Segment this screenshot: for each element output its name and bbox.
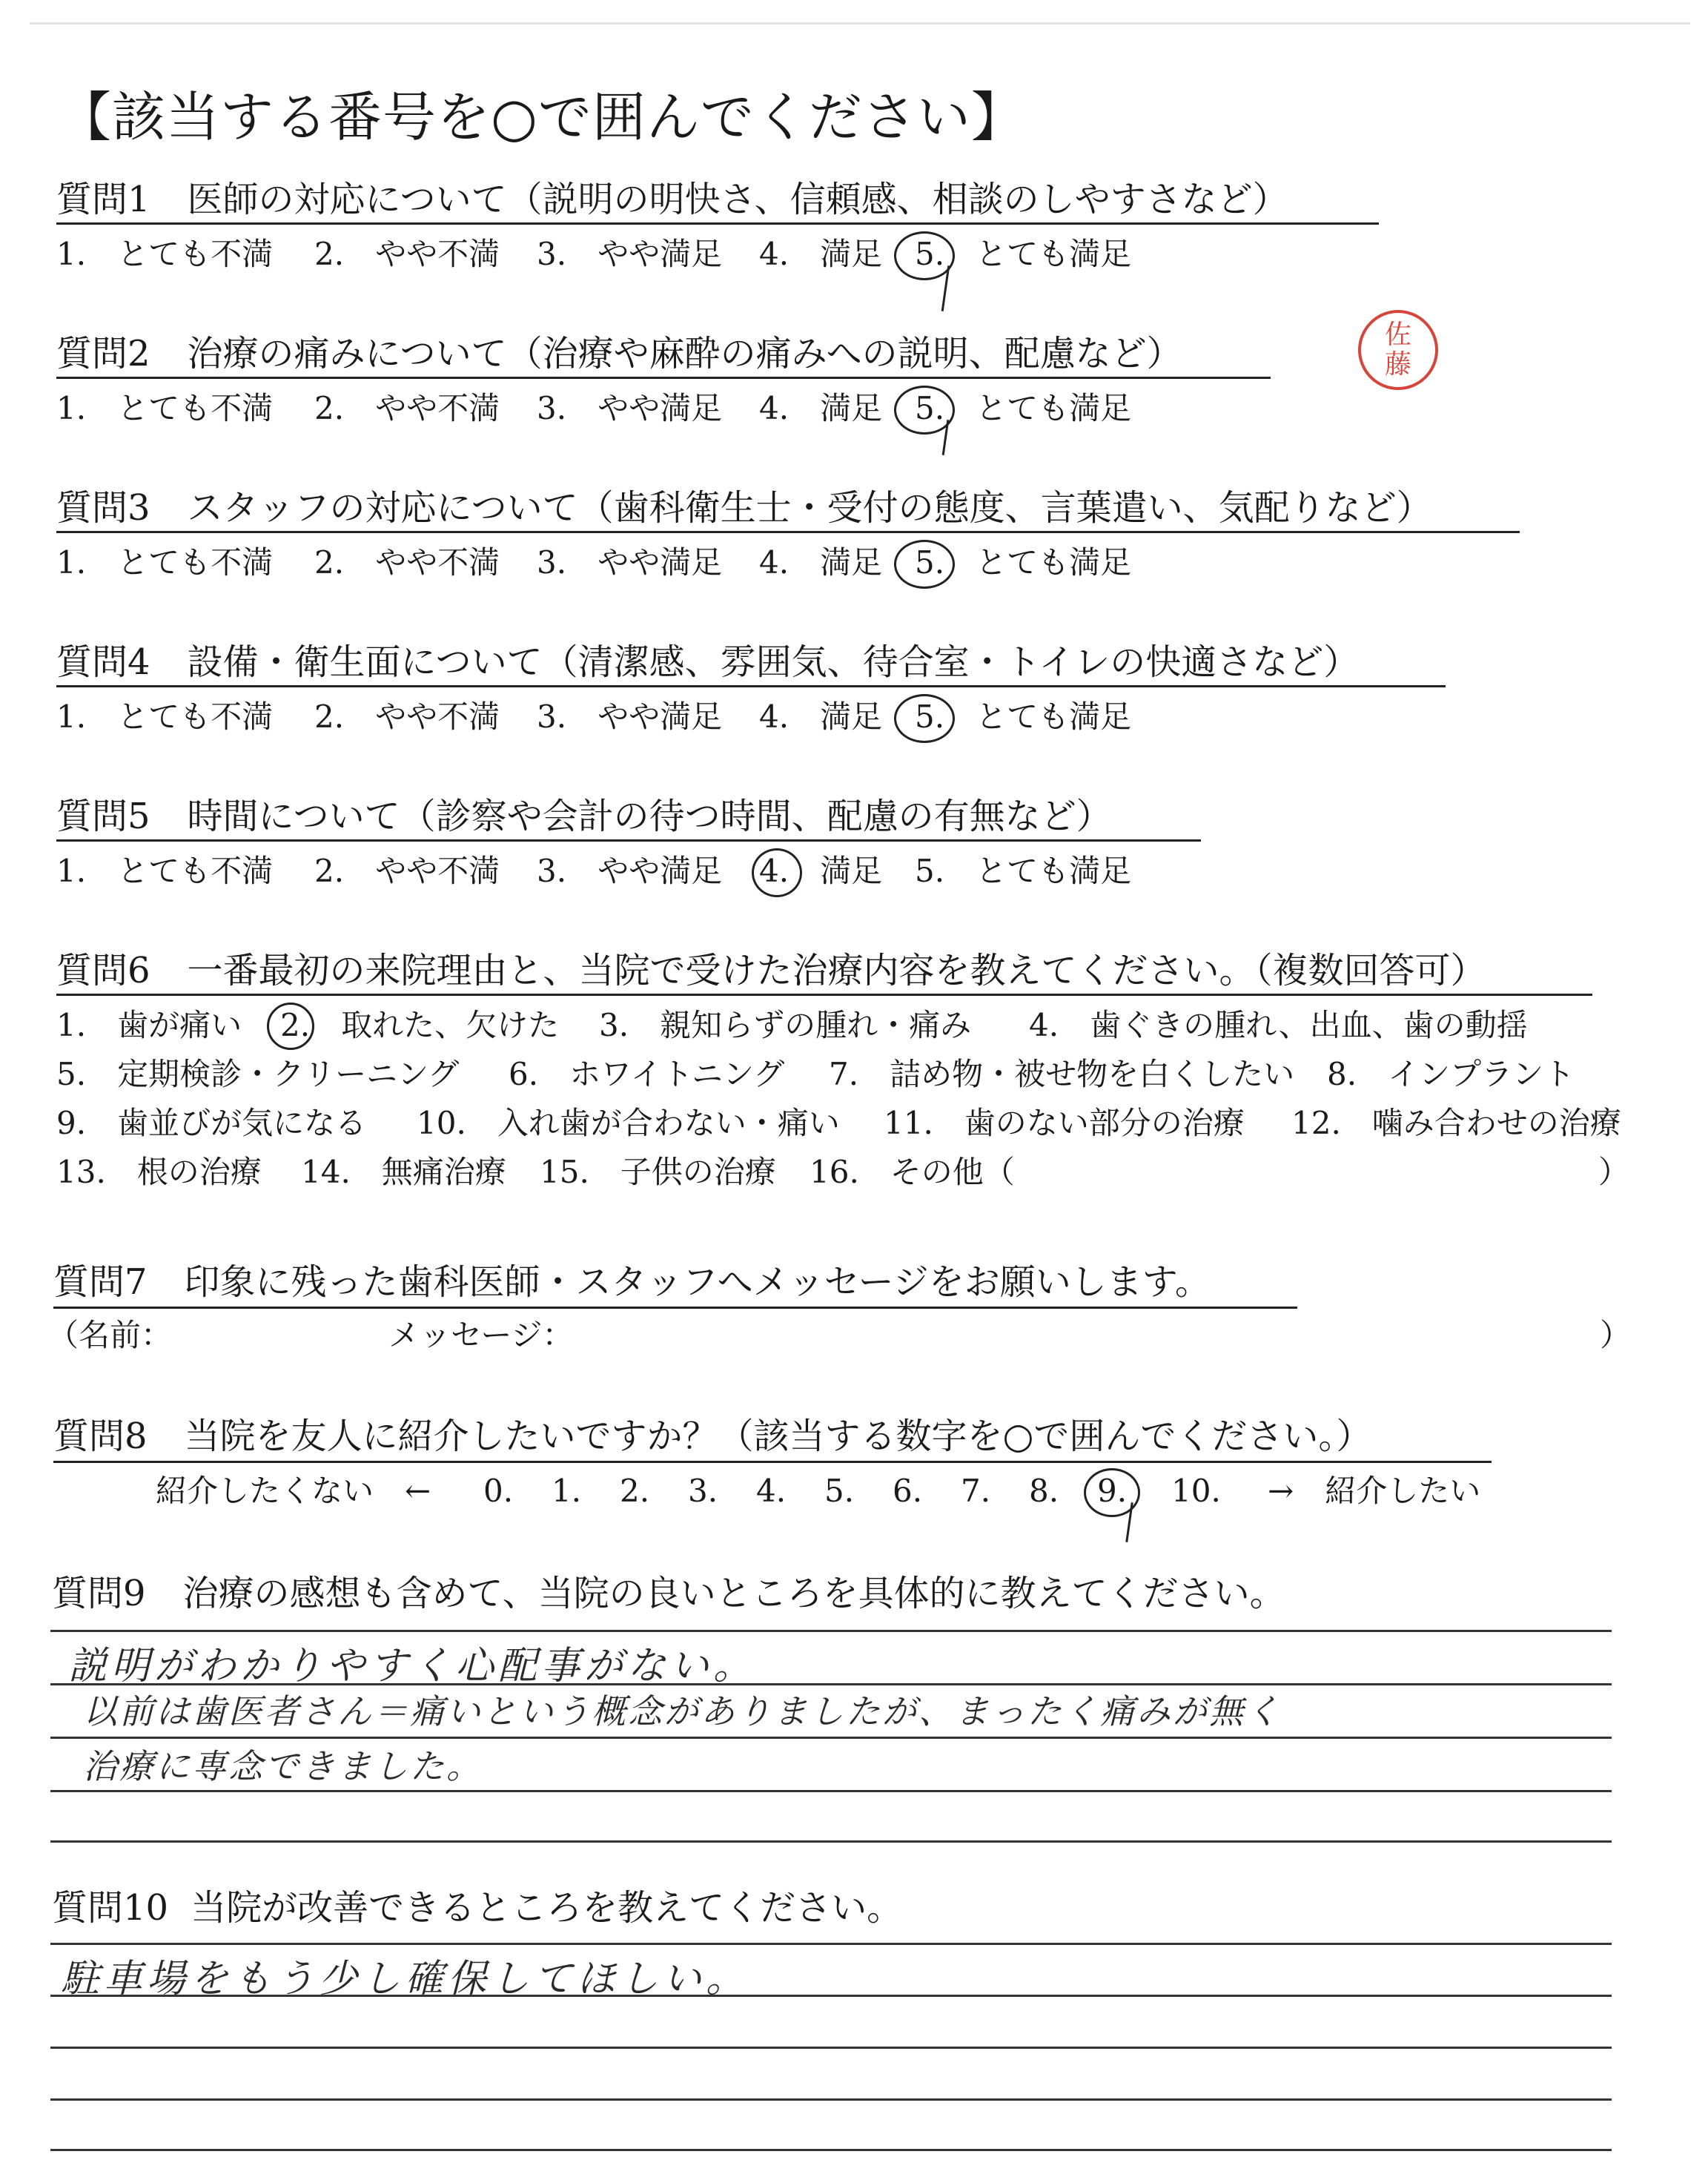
q6-option-13[interactable]: 13. 根の治療	[56, 1154, 262, 1190]
q4-option-1[interactable]: 1. とても不満	[56, 698, 274, 735]
q6-option-1[interactable]: 1. 歯が痛い	[56, 1007, 242, 1043]
q10-line-3	[50, 2047, 1612, 2049]
q3-option-4[interactable]: 4. 満足	[759, 544, 883, 581]
q1-options[interactable]	[56, 236, 1242, 273]
q7-close-paren: ）	[1600, 1317, 1632, 1353]
q6-options[interactable]	[56, 1007, 1630, 1190]
q7-underline	[53, 1307, 1297, 1309]
q5-option-2[interactable]: 2. やや不満	[314, 853, 500, 889]
q8-right-label: → 紹介したい	[1268, 1473, 1481, 1509]
q5-heading	[56, 795, 1112, 838]
q1-option-3[interactable]: 3. やや満足	[537, 236, 723, 272]
q1-text: 医師の対応について（説明の明快さ、信頼感、相談のしやすさなど）	[187, 179, 1288, 220]
q8-option-8[interactable]: 8.	[1029, 1473, 1059, 1509]
q4-option-5[interactable]: 5. とても満足	[915, 698, 1132, 735]
q6-option-12[interactable]: 12. 噛み合わせの治療	[1291, 1105, 1621, 1141]
q1-heading	[56, 178, 1288, 221]
q3-option-1[interactable]: 1. とても不満	[56, 544, 274, 581]
q6-option-8[interactable]: 8. インプラント	[1327, 1056, 1575, 1092]
q1-selected-mark	[894, 231, 955, 280]
q6-number: 質問6	[56, 950, 150, 991]
q6-underline	[56, 994, 1592, 996]
q9-line-1	[50, 1630, 1612, 1632]
q6-text: 一番最初の来院理由と、当院で受けた治療内容を教えてください。（複数回答可）	[187, 950, 1486, 991]
q7-number: 質問7	[53, 1261, 148, 1303]
q5-option-3[interactable]: 3. やや満足	[537, 853, 723, 889]
q1-option-5[interactable]: 5. とても満足	[915, 236, 1132, 272]
q8-option-1[interactable]: 1.	[552, 1473, 582, 1509]
q6-option-14[interactable]: 14. 無痛治療	[301, 1154, 506, 1190]
q6-option-15[interactable]: 15. 子供の治療	[540, 1154, 776, 1190]
q10-line-4	[50, 2098, 1612, 2101]
q8-option-2[interactable]: 2.	[620, 1473, 650, 1509]
q6-option-6[interactable]: 6. ホワイトニング	[509, 1056, 785, 1092]
q5-underline	[56, 839, 1201, 842]
q8-heading	[53, 1415, 1371, 1458]
q5-options[interactable]	[56, 853, 1242, 890]
q3-selected-mark	[894, 540, 955, 589]
q6-option-7[interactable]: 7. 詰め物・被せ物を白くしたい	[829, 1056, 1295, 1092]
q6-option-9[interactable]: 9. 歯並びが気になる	[56, 1105, 367, 1141]
q1-number: 質問1	[56, 179, 150, 220]
q3-heading	[56, 486, 1432, 529]
q2-text: 治療の痛みについて（治療や麻酔の痛みへの説明、配慮など）	[187, 333, 1182, 374]
q6-option-2[interactable]: 2. 取れた、欠けた	[280, 1007, 560, 1043]
q9-line-4	[50, 1790, 1612, 1792]
q6-option-16[interactable]: 16. その他（	[810, 1154, 1015, 1190]
q8-left-label: 紹介したくない ←	[156, 1473, 431, 1509]
q7-message-label: メッセージ：	[388, 1317, 574, 1353]
q8-option-0[interactable]: 0.	[483, 1473, 514, 1509]
q5-selected-mark	[752, 848, 802, 897]
q6-close-paren: ）	[1598, 1154, 1630, 1190]
q1-option-1[interactable]: 1. とても不満	[56, 236, 274, 272]
q9-line-3	[50, 1737, 1612, 1739]
q2-options[interactable]	[56, 390, 1242, 427]
q3-option-5[interactable]: 5. とても満足	[915, 544, 1132, 581]
q3-options[interactable]	[56, 544, 1242, 581]
q4-text: 設備・衛生面について（清潔感、雰囲気、待合室・トイレの快適さなど）	[187, 641, 1360, 683]
q3-option-3[interactable]: 3. やや満足	[537, 544, 723, 581]
q9-line-5	[50, 1840, 1612, 1843]
q6-option-3[interactable]: 3. 親知らずの腫れ・痛み	[599, 1007, 972, 1043]
q4-heading	[56, 641, 1359, 684]
q4-underline	[56, 685, 1446, 687]
q10-text: 当院が改善できるところを教えてください。	[191, 1887, 903, 1929]
q2-option-2[interactable]: 2. やや不満	[314, 390, 500, 426]
q6-option-10[interactable]: 10. 入れ歯が合わない・痛い	[417, 1105, 840, 1141]
q8-option-3[interactable]: 3.	[688, 1473, 718, 1509]
q9-number: 質問9	[52, 1573, 146, 1614]
q9-text: 治療の感想も含めて、当院の良いところを具体的に教えてください。	[182, 1573, 1285, 1614]
q7-text: 印象に残った歯科医師・スタッフへメッセージをお願いします。	[184, 1261, 1211, 1303]
q10-number: 質問10	[52, 1887, 169, 1929]
q3-option-2[interactable]: 2. やや不満	[314, 544, 500, 581]
q4-selected-mark	[894, 694, 955, 743]
q5-text: 時間について（診察や会計の待つ時間、配慮の有無など）	[187, 796, 1112, 837]
q3-number: 質問3	[56, 487, 150, 529]
q6-option-11[interactable]: 11. 歯のない部分の治療	[884, 1105, 1245, 1141]
q1-option-4[interactable]: 4. 満足	[759, 236, 883, 272]
q4-options[interactable]	[56, 698, 1242, 736]
q2-option-5[interactable]: 5. とても満足	[915, 390, 1132, 426]
q5-option-1[interactable]: 1. とても不満	[56, 853, 274, 889]
q4-option-2[interactable]: 2. やや不満	[314, 698, 500, 735]
q4-number: 質問4	[56, 641, 150, 683]
q5-option-5[interactable]: 5. とても満足	[915, 853, 1132, 889]
q5-number: 質問5	[56, 796, 150, 837]
q6-heading	[56, 949, 1486, 992]
q10-answer-line-1: 駐車場をもう少し確保してほしい。	[61, 1957, 749, 2001]
q9-answer-line-2: 以前は歯医者さん＝痛いという概念がありましたが、まったく痛みが無く	[83, 1691, 1282, 1731]
q6-option-5[interactable]: 5. 定期検診・クリーニング	[56, 1056, 460, 1092]
q2-option-1[interactable]: 1. とても不満	[56, 390, 274, 426]
q6-option-4[interactable]: 4. 歯ぐきの腫れ、出血、歯の動揺	[1029, 1007, 1528, 1043]
q8-option-5[interactable]: 5.	[824, 1473, 855, 1509]
q8-option-7[interactable]: 7.	[961, 1473, 991, 1509]
q7-fields[interactable]	[47, 1317, 1632, 1354]
q7-name-label: （名前：	[47, 1317, 173, 1353]
seal-stamp-char-2: 藤	[1384, 349, 1411, 380]
q10-heading	[52, 1886, 902, 1929]
q8-option-4[interactable]: 4.	[756, 1473, 787, 1509]
q1-underline	[56, 222, 1379, 225]
seal-stamp	[1358, 310, 1438, 390]
q8-text: 当院を友人に紹介したいですか？（該当する数字を○で囲んでください。）	[184, 1416, 1372, 1457]
top-border	[30, 22, 1690, 24]
q8-option-10[interactable]: 10.	[1171, 1473, 1221, 1509]
q8-scale[interactable]	[156, 1473, 1490, 1510]
q10-line-5	[50, 2149, 1612, 2151]
q3-underline	[56, 531, 1520, 533]
q3-text: スタッフの対応について（歯科衛生士・受付の態度、言葉遣い、気配りなど）	[187, 487, 1432, 529]
q2-option-3[interactable]: 3. やや満足	[537, 390, 723, 426]
q8-number: 質問8	[53, 1416, 148, 1457]
q8-option-9[interactable]: 9.	[1097, 1473, 1128, 1509]
q2-option-4[interactable]: 4. 満足	[759, 390, 883, 426]
q2-underline	[56, 377, 1271, 379]
q8-option-6[interactable]: 6.	[893, 1473, 923, 1509]
page-title: 【該当する番号を○で囲んでください】	[58, 86, 1025, 148]
q9-answer-line-3: 治療に専念できました。	[83, 1746, 483, 1786]
q5-option-4[interactable]: 4. 満足	[759, 853, 883, 889]
q6-selected-mark	[267, 1003, 314, 1050]
q9-heading	[52, 1572, 1285, 1615]
q7-heading	[53, 1261, 1211, 1304]
q2-number: 質問2	[56, 333, 150, 374]
q1-option-2[interactable]: 2. やや不満	[314, 236, 500, 272]
q9-answer-line-1: 説明がわかりやすく心配事がない。	[68, 1644, 757, 1688]
q8-underline	[53, 1461, 1492, 1463]
q10-line-1	[50, 1943, 1612, 1945]
q4-option-3[interactable]: 3. やや満足	[537, 698, 723, 735]
q2-heading	[56, 332, 1182, 375]
q4-option-4[interactable]: 4. 満足	[759, 698, 883, 735]
seal-stamp-char-1: 佐	[1384, 320, 1411, 350]
